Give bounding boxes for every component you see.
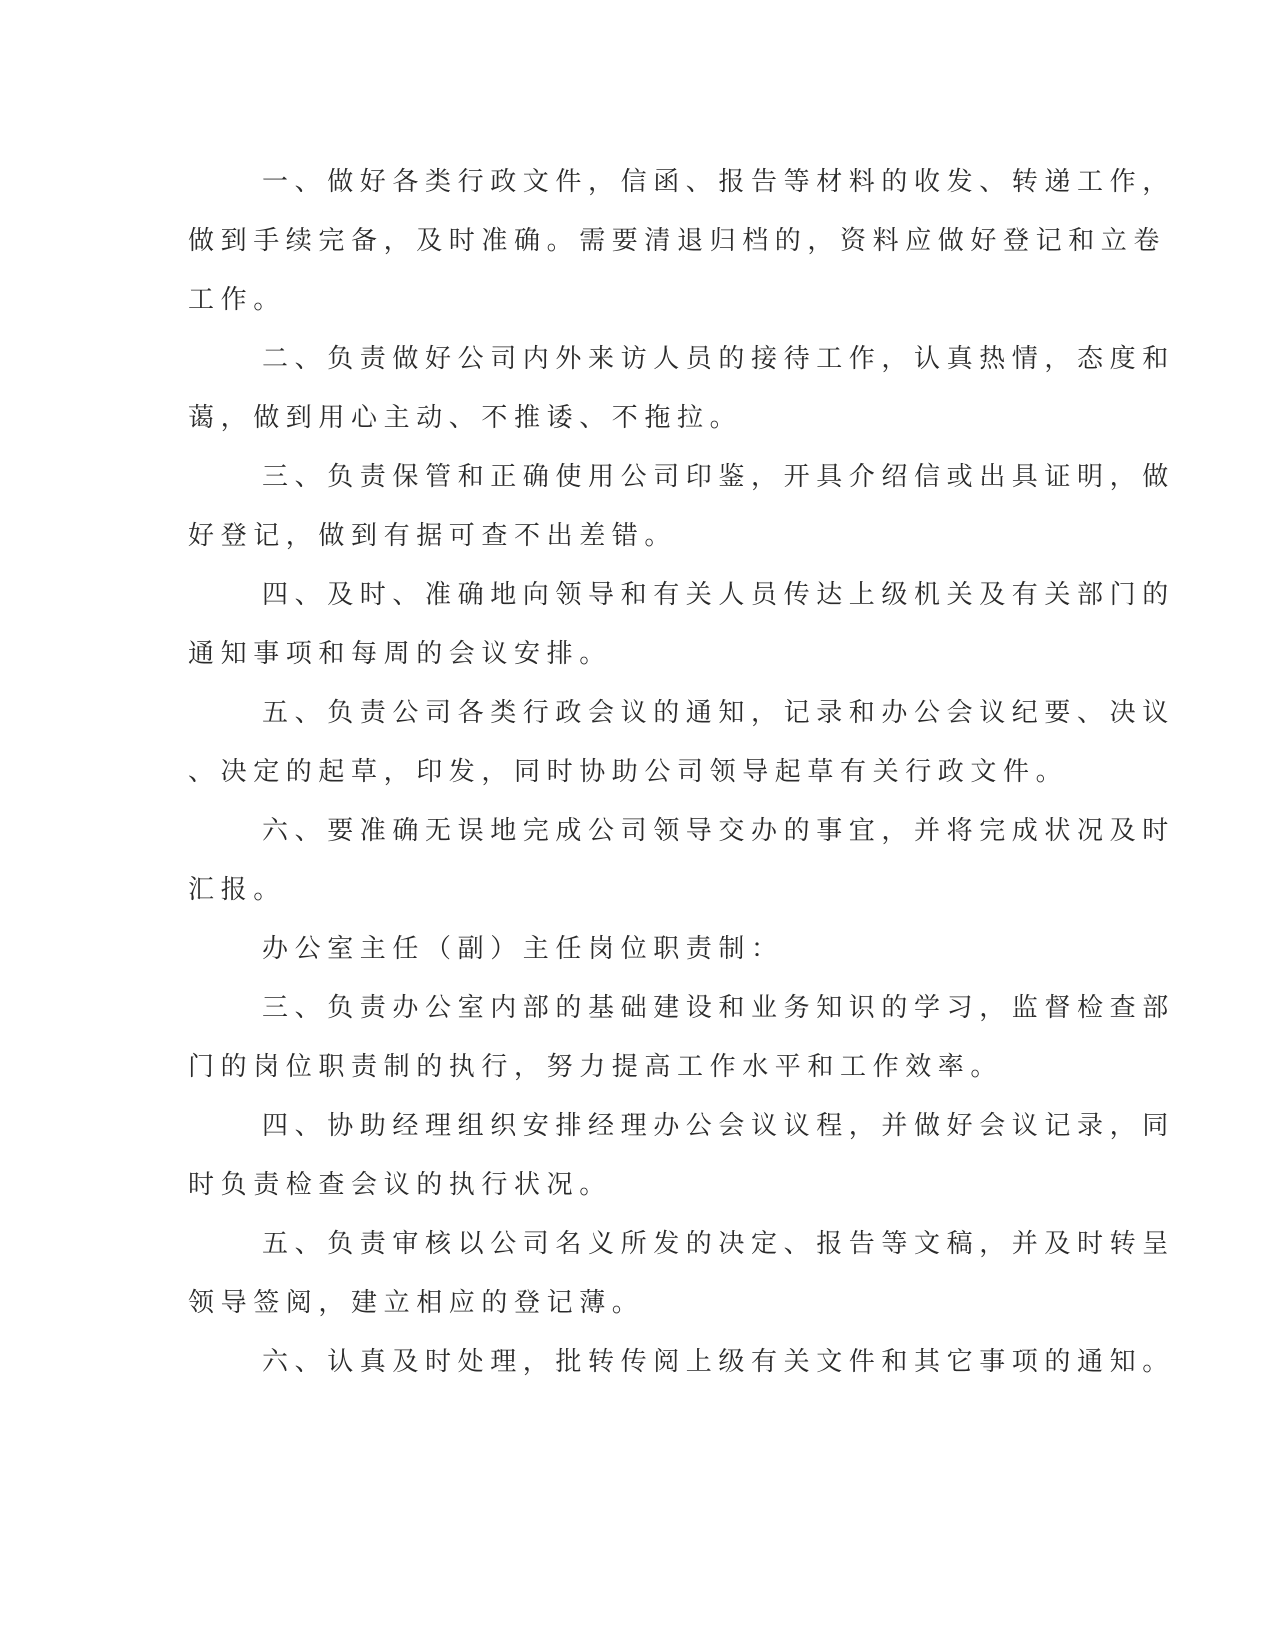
paragraph-2-line-1: 二、负责做好公司内外来访人员的接待工作，认真热情，态度和 bbox=[262, 344, 1175, 374]
paragraph-8-line-1: 四、协助经理组织安排经理办公会议议程，并做好会议记录，同 bbox=[262, 1111, 1175, 1141]
paragraph-5-line-1: 五、负责公司各类行政会议的通知，记录和办公会议纪要、决议 bbox=[262, 698, 1175, 728]
paragraph-10-line-1: 六、认真及时处理，批转传阅上级有关文件和其它事项的通知。 bbox=[262, 1347, 1175, 1377]
paragraph-9-line-1: 五、负责审核以公司名义所发的决定、报告等文稿，并及时转呈 bbox=[262, 1229, 1175, 1259]
paragraph-1-line-1: 一、做好各类行政文件，信函、报告等材料的收发、转递工作， bbox=[262, 167, 1175, 197]
paragraph-4-line-2: 通知事项和每周的会议安排。 bbox=[188, 639, 612, 669]
section-heading: 办公室主任（副）主任岗位职责制： bbox=[262, 934, 784, 964]
paragraph-4-line-1: 四、及时、准确地向领导和有关人员传达上级机关及有关部门的 bbox=[262, 580, 1175, 610]
paragraph-6-line-2: 汇报。 bbox=[188, 875, 286, 905]
paragraph-6-line-1: 六、要准确无误地完成公司领导交办的事宜，并将完成状况及时 bbox=[262, 816, 1175, 846]
paragraph-3-line-2: 好登记，做到有据可查不出差错。 bbox=[188, 521, 678, 551]
paragraph-3-line-1: 三、负责保管和正确使用公司印鉴，开具介绍信或出具证明，做 bbox=[262, 462, 1175, 492]
paragraph-9-line-2: 领导签阅，建立相应的登记薄。 bbox=[188, 1288, 645, 1318]
paragraph-2-line-2: 蔼，做到用心主动、不推诿、不拖拉。 bbox=[188, 403, 743, 433]
paragraph-5-line-2: 、决定的起草，印发，同时协助公司领导起草有关行政文件。 bbox=[188, 757, 1069, 787]
paragraph-7-line-1: 三、负责办公室内部的基础建设和业务知识的学习，监督检查部 bbox=[262, 993, 1175, 1023]
paragraph-8-line-2: 时负责检查会议的执行状况。 bbox=[188, 1170, 612, 1200]
paragraph-1-line-3: 工作。 bbox=[188, 285, 286, 315]
paragraph-7-line-2: 门的岗位职责制的执行，努力提高工作水平和工作效率。 bbox=[188, 1052, 1004, 1082]
paragraph-1-line-2: 做到手续完备，及时准确。需要清退归档的，资料应做好登记和立卷 bbox=[188, 226, 1167, 256]
